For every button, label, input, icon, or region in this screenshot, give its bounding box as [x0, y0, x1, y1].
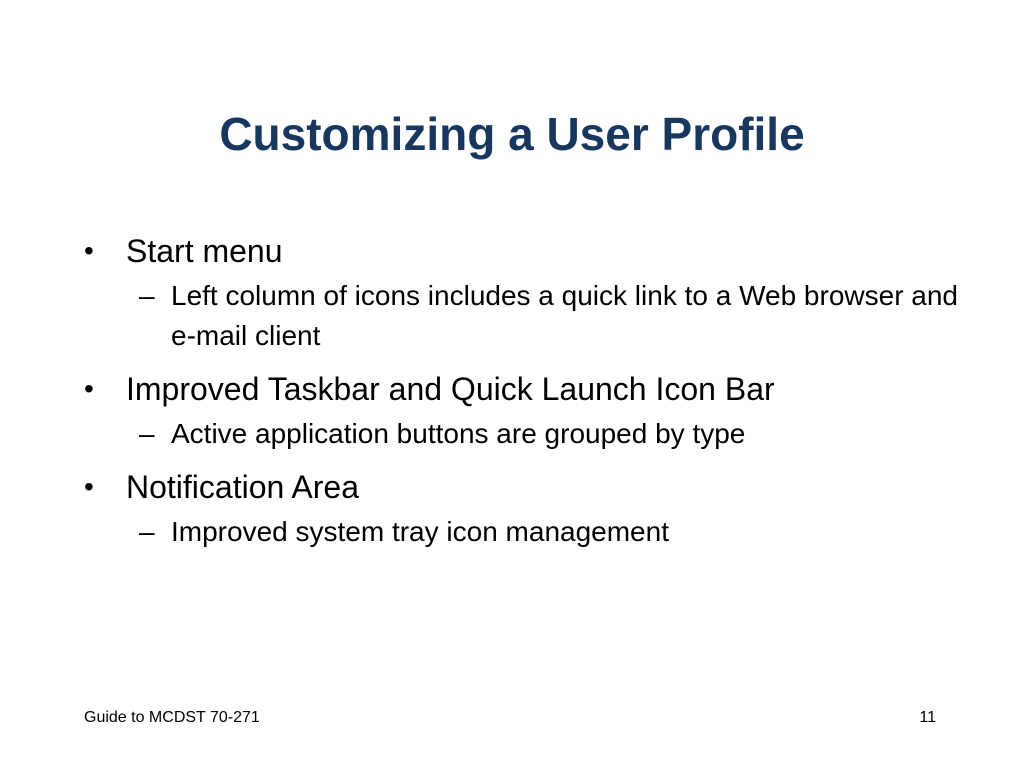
- sub-bullet-item: [84, 276, 964, 356]
- sub-bullet-item: [84, 414, 964, 454]
- dash-icon: –: [139, 280, 155, 311]
- slide-body: [84, 226, 964, 560]
- bullet-icon: •: [84, 373, 94, 404]
- bullet-item-taskbar: [84, 364, 964, 414]
- sub-bullet-text: Active application buttons are grouped by type: [171, 418, 746, 449]
- footer-course-title: Guide to MCDST 70-271: [84, 709, 260, 726]
- bullet-icon: •: [84, 235, 94, 266]
- bullet-item-start-menu: [84, 226, 964, 276]
- slide-title: Customizing a User Profile: [219, 108, 805, 160]
- slide-page-number: 11: [919, 709, 936, 726]
- bullet-text: Improved Taskbar and Quick Launch Icon Bar: [126, 371, 775, 407]
- bullet-text: Start menu: [126, 233, 283, 269]
- sub-bullet-text: Left column of icons includes a quick link to a Web browser and e-mail client: [171, 280, 959, 351]
- bullet-item-notification-area: [84, 462, 964, 512]
- dash-icon: –: [139, 418, 155, 449]
- bullet-text: Notification Area: [126, 469, 360, 505]
- sub-bullet-item: [84, 512, 964, 552]
- bullet-icon: •: [84, 471, 94, 502]
- sub-bullet-text: Improved system tray icon management: [171, 516, 669, 547]
- dash-icon: –: [139, 516, 155, 547]
